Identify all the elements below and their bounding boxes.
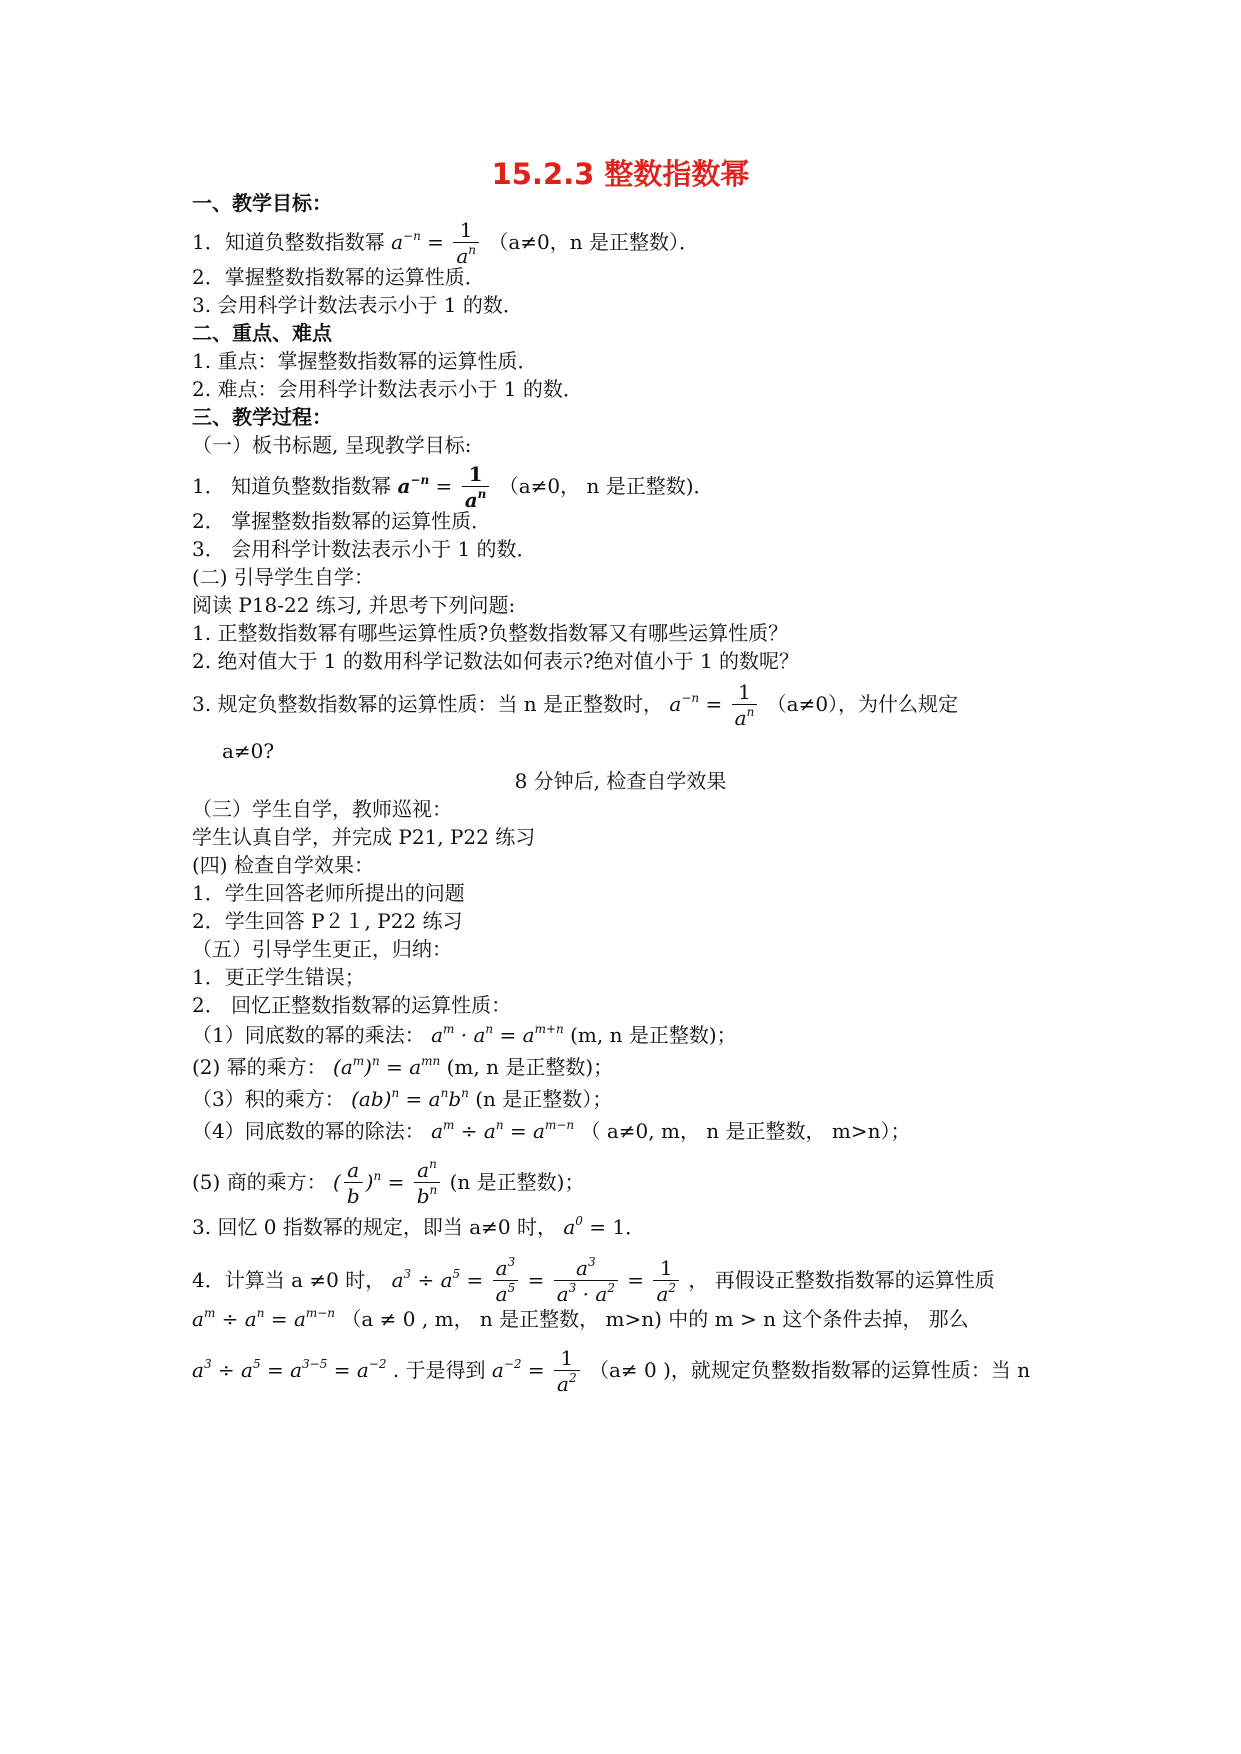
question-3-tail: a≠0? <box>222 739 275 763</box>
formula-zero-exponent: $a^0$ <box>563 1214 583 1239</box>
calc-4-line-3: $a^3 \div a^5 = a^{3-5} = a^{-2}$ . 于是得到 $a^{-2}$ = $\frac{1}{a^2}$ （a≠ 0 )，就规定负整数指数幂的运算性质：当 n <box>192 1346 1031 1396</box>
step-2-heading: (二) 引导学生自学： <box>192 565 374 589</box>
key-point-2: 2. 难点：会用科学计数法表示小于 1 的数． <box>192 377 583 401</box>
fraction-1-over-an: $\frac{1}{a^n}$ <box>453 218 479 269</box>
heading-key-points: 二、重点、难点 <box>192 321 332 345</box>
step-5-item-2: 2． 回忆正整数指数幂的运算性质： <box>192 993 512 1017</box>
formula-power-of-power: $(a^m)^n = a^{mn}$ <box>333 1054 441 1079</box>
goal-2: 2．掌握整数指数幂的运算性质． <box>192 265 485 289</box>
goal-1: 1．知道负整数指数幂 $a^{-n}$ = $\frac{1}{a^n}$ （a≠0，n 是正整数）． <box>192 218 699 268</box>
question-2: 2. 绝对值大于 1 的数用科学记数法如何表示?绝对值小于 1 的数呢？ <box>192 649 800 673</box>
rule-product-of-powers: （1）同底数的幂的乘法： $a^m \cdot a^n = a^{m+n}$ (m, n 是正整数)； <box>192 1022 737 1047</box>
formula-a3-div-a5-result: $a^3 \div a^5 = a^{3-5} = a^{-2}$ <box>192 1357 387 1382</box>
step-1-goal-1: 1． 知道负整数指数幂 $a^{-n}$ = $\frac{1}{a^n}$ （a≠0， n 是正整数)． <box>192 462 714 512</box>
page-title: 15.2.3 整数指数幂 <box>491 157 750 191</box>
rule-power-of-power: (2) 幂的乘方： $(a^m)^n = a^{mn}$ (m, n 是正整数)； <box>192 1054 614 1079</box>
step-5-item-1: 1．更正学生错误； <box>192 965 365 989</box>
step-1-goal-3: 3． 会用科学计数法表示小于 1 的数． <box>192 537 537 561</box>
formula-power-of-product: $(ab)^n = a^nb^n$ <box>351 1086 469 1111</box>
formula-a-neg-n-q3: $a^{-n}$ <box>669 691 700 716</box>
step-1-heading: （一）板书标题, 呈现教学目标: <box>192 433 472 457</box>
rule-zero-exponent: 3. 回忆 0 指数幂的规定，即当 a≠0 时， $a^0 = 1$． <box>192 1214 646 1239</box>
formula-power-of-quotient: ( $\frac{a}{b}$ )$^n$ = $\frac{a^n}{b^n}$ <box>333 1170 443 1194</box>
calc-4-line-2: $a^m \div a^n = a^{m-n}$ （a ≠ 0 , m， n 是正整数， m>n) 中的 m > n 这个条件去掉， 那么 <box>192 1306 969 1331</box>
formula-quotient: $a^m \div a^n = a^{m-n}$ <box>431 1118 575 1143</box>
step-2-reading: 阅读 P18-22 练习, 并思考下列问题: <box>192 593 516 617</box>
goal-3: 3. 会用科学计数法表示小于 1 的数． <box>192 293 523 317</box>
check-after-8-minutes: 8 分钟后, 检查自学效果 <box>514 769 727 793</box>
fraction-1-over-a2: $\frac{1}{a^2}$ <box>554 1346 580 1397</box>
step-3-heading: （三）学生自学，教师巡视： <box>192 797 452 821</box>
formula-a3-div-a5: $a^3 \div a^5$ = $\frac{a^3}{a^5}$ = $\frac{a^3}{a^3 \cdot a^2}$ = $\frac{1}{a^2}$ <box>392 1268 682 1292</box>
fraction-1-over-an-bold: $\frac{1}{a^n}$ <box>462 462 490 513</box>
formula-a-neg-2: $a^{-2}$ <box>491 1357 522 1382</box>
step-3-text: 学生认真自学，并完成 P21, P22 练习 <box>192 825 536 849</box>
step-4-heading: (四) 检查自学效果： <box>192 853 374 877</box>
formula-product: $a^m \cdot a^n = a^{m+n}$ <box>431 1022 564 1047</box>
rule-quotient-of-powers: （4）同底数的幂的除法： $a^m \div a^n = a^{m-n}$ （ a≠0, m， n 是正整数， m>n）； <box>192 1118 911 1143</box>
step-4-item-2: 2．学生回答 P２１, P22 练习 <box>192 909 463 933</box>
key-point-1: 1. 重点：掌握整数指数幂的运算性质． <box>192 349 538 373</box>
rule-power-of-product: （3）积的乘方： $(ab)^n = a^nb^n$ (n 是正整数）； <box>192 1086 613 1111</box>
step-4-item-1: 1．学生回答老师所提出的问题 <box>192 881 465 905</box>
formula-a-neg-n-bold: $a^{-n}$ <box>397 473 430 498</box>
question-1: 1. 正整数指数幂有哪些运算性质?负整数指数幂又有哪些运算性质？ <box>192 621 789 645</box>
calc-4-line-1: 4．计算当 a ≠0 时， $a^3 \div a^5$ = $\frac{a^3}{a^5}$ = $\frac{a^3}{a^3 \cdot a^2}$ = $\frac{1}{a^2}$ ， 再假设正整数指数幂的运算性质 <box>192 1255 995 1306</box>
question-3: 3. 规定负整数指数幂的运算性质：当 n 是正整数时， $a^{-n}$ = $\frac{1}{a^n}$ （a≠0），为什么规定 <box>192 680 959 730</box>
fraction-1-over-an-q3: $\frac{1}{a^n}$ <box>732 680 758 731</box>
step-1-goal-2: 2． 掌握整数指数幂的运算性质． <box>192 509 492 533</box>
heading-teaching-process: 三、教学过程： <box>192 405 332 429</box>
formula-quotient-general: $a^m \div a^n = a^{m-n}$ <box>192 1306 336 1331</box>
step-5-heading: （五）引导学生更正，归纳： <box>192 937 452 961</box>
rule-power-of-quotient: (5) 商的乘方： ( $\frac{a}{b}$ )$^n$ = $\frac{a^n}{b^n}$ (n 是正整数)； <box>192 1157 585 1208</box>
formula-a-neg-n: $a^{-n}$ <box>391 229 421 254</box>
heading-teaching-goals: 一、教学目标： <box>192 191 332 215</box>
